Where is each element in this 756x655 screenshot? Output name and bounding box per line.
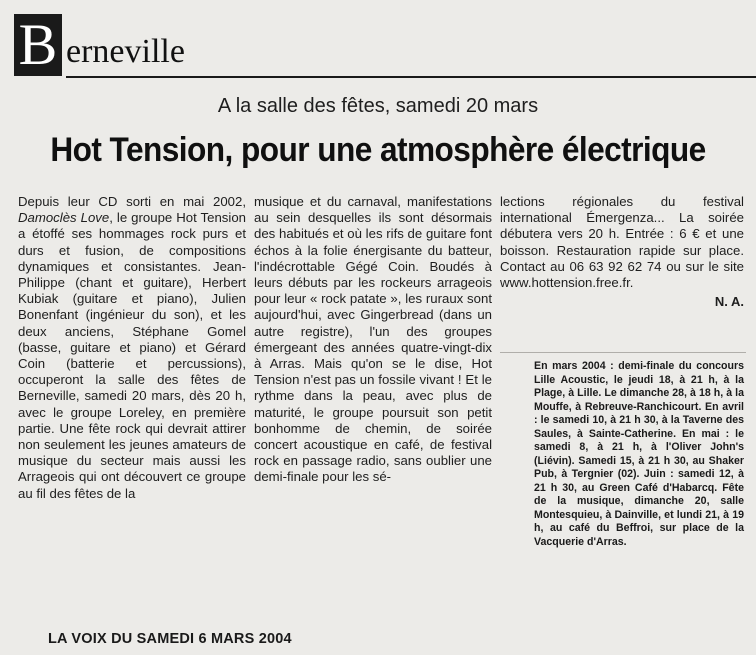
dates-separator [500,352,746,353]
article-headline: Hot Tension, pour une atmosphère électrique [50,131,706,169]
article-kicker: A la salle des fêtes, samedi 20 mars [217,95,539,117]
column-1-text-start: Depuis leur CD sorti en mai 2002, [18,194,246,209]
author-signature: N. A. [714,294,744,310]
column-1-text-rest: , le groupe Hot Tension a étoffé ses hommages rock purs et durs et fusion, de compositions dynamiques et consistantes. Jean-Philippe (chant et guitare), Herbert Kubiak (guitare et piano), Julien Bonenfant (ingénieur du son), et les deux anciens, Stéphane Gomel (basse, guitare et piano) et Gérard Coin (batterie et percussions), occuperont la salle des fêtes de Berneville, samedi 20 mars, dès 20 h, avec le groupe Loreley, en première partie. Une fête rock qui devrait attirer non seulement les jeunes amateurs de musique du secteur mais aussi les Arrageois qui ont découvert ce groupe au fil des fêtes de la [18,210,246,501]
article-column-3 [500,194,744,310]
article-column-2: musique et du carnaval, manifestations au sein desquelles ils sont désormais des habitués et où les rifs de guitare font échos à la folie énergisante du batteur, l'indécrottable Gégé Coin. Boudés à leurs débuts par les rockeurs arrageois pour leur « rock patate », les ruraux sont aujourd'hui, avec Gingerbread (dans un autre registre), l'un des groupes émergeant des années quatre-vingt-dix à Arras. Mais qu'on se le dise, Hot Tension n'est pas un fossile vivant ! Et le rythme dans la peau, avec plus de maturité, le groupe poursuit son petit bonhomme de chemin, de soirée concert acoustique en café, de festival rock en passage radio, sans oublier une demi-finale pour les sé- [254,194,492,485]
section-initial: B [14,14,62,76]
album-title: Damoclès Love [18,210,110,226]
section-header [14,14,754,76]
publication-footer: LA VOIX DU SAMEDI 6 MARS 2004 [48,631,292,647]
section-name: erneville [66,33,185,70]
article-column-1 [18,194,246,502]
header-rule [66,76,756,78]
column-3-text: lections régionales du festival international Émergenza... La soirée débutera vers 20 h. Entrée : 6 € et une boisson. Restauration rapide sur place. Contact au 06 63 92 62 74 ou sur le site www.hottension.free.fr. [500,194,744,291]
concert-dates-box: En mars 2004 : demi-finale du concours Lille Acoustic, le jeudi 18, à 21 h, à la Plage, à Lille. Le dimanche 28, à 18 h, à la Mouffe, à Rebreuve-Ranchicourt. En avril : le samedi 10, à 21 h 30, à la Taverne des Saules, à Sainte-Catherine. En mai : le samedi 8, à 21 h, à l'Oliver John's (Liévin). Samedi 15, à 21 h 30, au Shaker Pub, à Tergnier (02). Juin : samedi 12, à 21 h 30, au Green Café d'Habarcq. Fête de la musique, dimanche 20, salle Montesquieu, à Dainville, et lundi 21, à 19 h, au café du Beffroi, sur place de la Vacquerie d'Arras. [534,360,744,548]
